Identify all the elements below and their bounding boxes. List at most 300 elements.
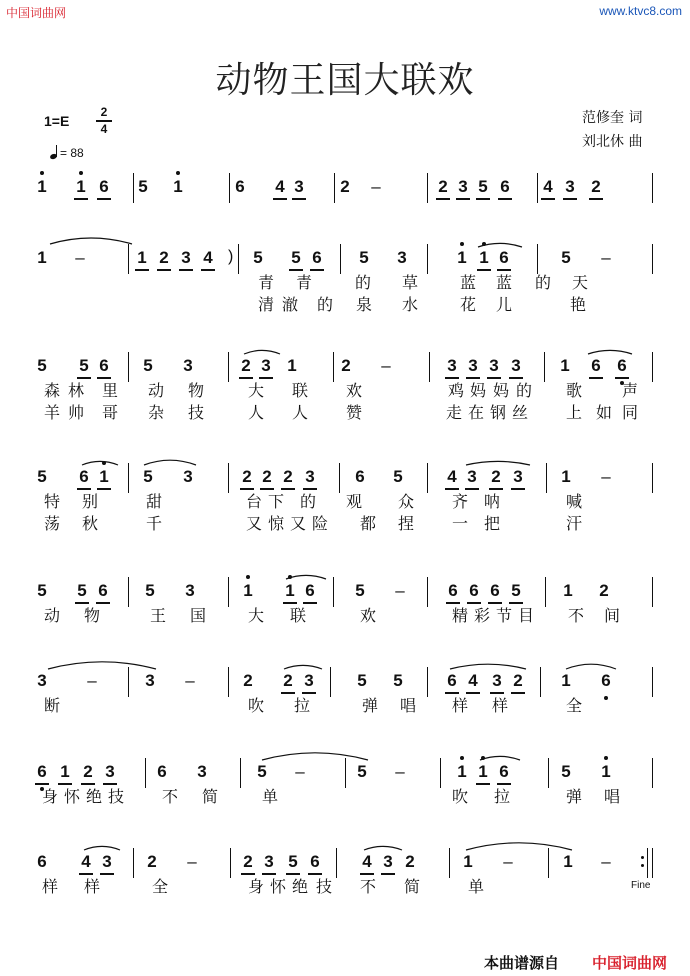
- note: 2: [280, 467, 296, 489]
- slur-arc: [80, 451, 120, 471]
- bar-line: [145, 758, 146, 788]
- lyric-char: 怀: [270, 877, 287, 896]
- lyric-char: 拉: [294, 696, 311, 715]
- lyricist-credit: 范修奎 词: [582, 110, 643, 126]
- bar-line: [427, 577, 428, 607]
- bar-line: [333, 577, 334, 607]
- note: 6: [96, 177, 112, 199]
- eighth-underline: [240, 488, 254, 490]
- lyric-char: 单: [468, 877, 485, 896]
- bar-line: [336, 848, 337, 878]
- site-logo-left: 中国词曲网: [6, 6, 67, 20]
- bar-line: [128, 352, 129, 382]
- note: 5: [37, 356, 47, 375]
- dash-extension: –: [601, 467, 611, 486]
- bar-line: [230, 848, 231, 878]
- octave-dot-above: [79, 171, 83, 175]
- eighth-underline: [497, 783, 511, 785]
- note: 4: [200, 248, 216, 270]
- eighth-underline: [488, 602, 502, 604]
- lyric-char: 妈: [493, 381, 510, 400]
- eighth-underline: [467, 602, 481, 604]
- lyric-char: 汗: [566, 514, 583, 533]
- lyric-char: 鸡: [448, 381, 465, 400]
- lyric-char: 杂: [148, 403, 165, 422]
- note: 6: [445, 581, 461, 603]
- bar-line: [537, 173, 538, 203]
- note: 6: [37, 852, 47, 871]
- dash-extension: –: [371, 177, 381, 196]
- lyric-char: 王: [150, 606, 167, 625]
- eighth-underline: [135, 269, 149, 271]
- note: 3: [380, 852, 396, 874]
- lyric-char: 拉: [494, 787, 511, 806]
- eighth-underline: [476, 783, 490, 785]
- fine-mark: Fine: [631, 880, 651, 891]
- bar-line: [330, 667, 331, 697]
- repeat-dot: [641, 856, 644, 859]
- note: 3: [562, 177, 578, 199]
- lyric-char: 样: [452, 696, 469, 715]
- eighth-underline: [74, 198, 88, 200]
- eighth-underline: [286, 873, 300, 875]
- lyric-char: 喊: [566, 492, 583, 511]
- bar-line: [652, 758, 653, 788]
- eighth-underline: [456, 198, 470, 200]
- lyric-char: 草: [402, 273, 419, 292]
- phrase-mark: ): [228, 248, 234, 265]
- slur-arc: [46, 655, 158, 675]
- lyric-char: 声: [622, 381, 639, 400]
- key-signature: 1=E: [44, 113, 70, 129]
- note: 3: [99, 852, 115, 874]
- lyric-char: 艳: [570, 295, 587, 314]
- bar-line: [429, 352, 430, 382]
- note: 1: [560, 356, 570, 375]
- note: 3: [183, 467, 193, 486]
- note: 6: [496, 762, 512, 784]
- dash-extension: –: [295, 762, 305, 781]
- note: 3: [258, 356, 274, 378]
- credits: [582, 106, 642, 154]
- lyric-char: 不: [162, 787, 179, 806]
- eighth-underline: [310, 269, 324, 271]
- lyric-char: 技: [188, 403, 205, 422]
- lyric-char: 青: [258, 273, 275, 292]
- bar-line: [652, 577, 653, 607]
- eighth-underline: [490, 692, 504, 694]
- lyric-char: 甜: [146, 492, 163, 511]
- dash-extension: –: [75, 248, 85, 267]
- note: 2: [80, 762, 96, 784]
- note: 1: [563, 581, 573, 600]
- bar-line: [540, 667, 541, 697]
- bar-line: [334, 173, 335, 203]
- note: 6: [614, 356, 630, 378]
- eighth-underline: [289, 269, 303, 271]
- bar-line: [427, 244, 428, 274]
- note: 5: [561, 762, 571, 781]
- dash-extension: –: [503, 852, 513, 871]
- note: 5: [357, 671, 367, 690]
- footer-source-text: 本曲谱源自: [484, 954, 560, 972]
- lyric-char: 不: [360, 877, 377, 896]
- note: 6: [598, 671, 614, 693]
- octave-dot-above: [40, 171, 44, 175]
- lyric-char: 动: [148, 381, 165, 400]
- lyric-char: 断: [44, 696, 61, 715]
- note: 5: [145, 581, 155, 600]
- dash-extension: –: [395, 762, 405, 781]
- note: 5: [393, 671, 403, 690]
- note: 1: [287, 356, 297, 375]
- note: 2: [243, 671, 253, 690]
- slur-path: [478, 243, 522, 247]
- lyric-char: 哥: [102, 403, 119, 422]
- dash-extension: –: [187, 852, 197, 871]
- eighth-underline: [97, 198, 111, 200]
- repeat-dot: [641, 864, 644, 867]
- eighth-underline: [262, 873, 276, 875]
- tempo-value: = 88: [60, 146, 84, 160]
- dash-extension: –: [395, 581, 405, 600]
- note: 1: [454, 762, 470, 784]
- lyric-char: 上: [566, 403, 583, 422]
- bar-line: [537, 244, 538, 274]
- lyric-char: 简: [404, 877, 421, 896]
- time-signature-top: 2: [100, 105, 108, 119]
- eighth-underline: [283, 602, 297, 604]
- note: 3: [464, 467, 480, 489]
- slur-arc: [48, 230, 134, 250]
- note: 6: [487, 581, 503, 603]
- lyric-char: 下: [268, 492, 285, 511]
- note: 2: [239, 467, 255, 489]
- eighth-underline: [79, 873, 93, 875]
- note: 2: [147, 852, 157, 871]
- note: 5: [253, 248, 263, 267]
- note: 5: [138, 177, 148, 196]
- bar-line: [333, 352, 334, 382]
- octave-dot-above: [604, 756, 608, 760]
- note: 5: [143, 356, 153, 375]
- note: 2: [280, 671, 296, 693]
- lyric-char: 绝: [292, 877, 309, 896]
- lyric-char: 水: [402, 295, 419, 314]
- time-signature: [96, 106, 112, 136]
- note: 5: [561, 248, 571, 267]
- note: 6: [307, 852, 323, 874]
- bar-line: [652, 173, 653, 203]
- slur-path: [244, 350, 280, 354]
- eighth-underline: [436, 198, 450, 200]
- note: 2: [238, 356, 254, 378]
- lyric-char: 把: [484, 514, 501, 533]
- note: 2: [340, 177, 350, 196]
- slur-arc: [242, 340, 282, 360]
- note: 6: [355, 467, 365, 486]
- eighth-underline: [179, 269, 193, 271]
- slur-path: [466, 461, 530, 465]
- note: 5: [359, 248, 369, 267]
- slur-arc: [82, 836, 122, 856]
- eighth-underline: [77, 377, 91, 379]
- lyric-char: 如: [596, 403, 613, 422]
- slur-arc: [142, 451, 198, 471]
- lyric-char: 怀: [64, 787, 81, 806]
- slur-arc: [448, 655, 528, 675]
- eighth-underline: [509, 602, 523, 604]
- bar-line: [546, 463, 547, 493]
- lyric-char: 欢: [360, 606, 377, 625]
- note: 4: [78, 852, 94, 874]
- note: 1: [170, 177, 186, 199]
- eighth-underline: [273, 198, 287, 200]
- note: 2: [259, 467, 275, 489]
- note: 3: [178, 248, 194, 270]
- lyric-char: 花: [460, 295, 477, 314]
- eighth-underline: [489, 488, 503, 490]
- lyric-char: 的: [535, 273, 552, 292]
- composer-credit: 刘北休 曲: [582, 134, 643, 150]
- slur-arc: [362, 836, 404, 856]
- lyric-char: 歌: [566, 381, 583, 400]
- lyric-char: 又: [290, 514, 307, 533]
- note: 6: [34, 762, 50, 784]
- bar-line: [440, 758, 441, 788]
- eighth-underline: [487, 377, 501, 379]
- lyric-char: 众: [398, 492, 415, 511]
- lyric-char: 的: [300, 492, 317, 511]
- lyric-char: 大: [248, 381, 265, 400]
- lyric-char: 妈: [470, 381, 487, 400]
- note: 3: [397, 248, 407, 267]
- lyric-char: 惊: [268, 514, 285, 533]
- lyric-char: 弹: [566, 787, 583, 806]
- note: 1: [563, 852, 573, 871]
- note: 6: [235, 177, 245, 196]
- note: 2: [156, 248, 172, 270]
- lyric-char: 捏: [398, 514, 415, 533]
- eighth-underline: [541, 198, 555, 200]
- note: 6: [496, 248, 512, 270]
- slur-path: [82, 461, 118, 465]
- eighth-underline: [445, 692, 459, 694]
- lyric-char: 钢: [490, 403, 507, 422]
- eighth-underline: [308, 873, 322, 875]
- lyric-char: 欢: [346, 381, 363, 400]
- note: 5: [37, 581, 47, 600]
- eighth-underline: [100, 873, 114, 875]
- note: 6: [466, 581, 482, 603]
- lyric-char: 动: [44, 606, 61, 625]
- note: 2: [341, 356, 351, 375]
- bar-line: [544, 352, 545, 382]
- note: 2: [488, 467, 504, 489]
- eighth-underline: [303, 488, 317, 490]
- octave-dot-above: [246, 575, 250, 579]
- bar-line: [449, 848, 450, 878]
- lyric-char: 样: [492, 696, 509, 715]
- site-url: www.ktvc8.com: [599, 4, 682, 18]
- slur-path: [48, 662, 156, 669]
- dash-extension: –: [185, 671, 195, 690]
- eighth-underline: [260, 488, 274, 490]
- lyric-char: 身: [248, 877, 265, 896]
- bar-line: [652, 352, 653, 382]
- note: 1: [561, 467, 571, 486]
- lyric-char: 青: [296, 273, 313, 292]
- lyric-char: 简: [202, 787, 219, 806]
- slur-path: [480, 756, 520, 760]
- note: 3: [302, 467, 318, 489]
- note: 1: [475, 762, 491, 784]
- lyric-char: 全: [152, 877, 169, 896]
- eighth-underline: [259, 377, 273, 379]
- eighth-underline: [360, 873, 374, 875]
- bar-line: [427, 667, 428, 697]
- tempo-mark: [50, 145, 84, 160]
- eighth-underline: [563, 198, 577, 200]
- note: 5: [74, 581, 90, 603]
- note: 1: [34, 177, 50, 199]
- eighth-underline: [239, 377, 253, 379]
- eighth-underline: [615, 377, 629, 379]
- lyric-char: 彩: [474, 606, 491, 625]
- lyric-char: 澈: [282, 295, 299, 314]
- eighth-underline: [476, 198, 490, 200]
- lyric-char: 赞: [346, 403, 363, 422]
- lyric-char: 蓝: [460, 273, 477, 292]
- eighth-underline: [281, 488, 295, 490]
- lyric-char: 吹: [248, 696, 265, 715]
- eighth-underline: [302, 692, 316, 694]
- note: 3: [465, 356, 481, 378]
- eighth-underline: [446, 602, 460, 604]
- bar-line: [652, 463, 653, 493]
- note: 3: [455, 177, 471, 199]
- lyric-char: 目: [518, 606, 535, 625]
- octave-dot-above: [460, 242, 464, 246]
- note: 2: [405, 852, 415, 871]
- note: 3: [37, 671, 47, 690]
- note: 1: [96, 467, 112, 489]
- lyric-char: 秋: [82, 514, 99, 533]
- note: 2: [435, 177, 451, 199]
- eighth-underline: [77, 488, 91, 490]
- lyric-char: 帅: [68, 403, 85, 422]
- note: 5: [257, 762, 267, 781]
- lyric-char: 呐: [484, 492, 501, 511]
- eighth-underline: [589, 377, 603, 379]
- note: 1: [454, 248, 470, 270]
- note: 5: [355, 581, 365, 600]
- note: 4: [465, 671, 481, 693]
- slur-path: [84, 846, 120, 850]
- eighth-underline: [96, 602, 110, 604]
- lyric-char: 泉: [356, 295, 373, 314]
- note: 5: [357, 762, 367, 781]
- slur-path: [450, 664, 526, 669]
- lyric-char: 荡: [44, 514, 61, 533]
- slur-path: [466, 843, 572, 850]
- bar-line: [652, 848, 653, 878]
- lyric-char: 身: [42, 787, 59, 806]
- note: 6: [96, 356, 112, 378]
- lyric-char: 人: [292, 403, 309, 422]
- note: 5: [37, 467, 47, 486]
- bar-line: [427, 463, 428, 493]
- note: 6: [309, 248, 325, 270]
- bar-line: [229, 173, 230, 203]
- lyric-char: 在: [468, 403, 485, 422]
- note: 1: [37, 248, 47, 267]
- eighth-underline: [511, 692, 525, 694]
- note: 3: [291, 177, 307, 199]
- lyric-char: 全: [566, 696, 583, 715]
- lyric-char: 齐: [452, 492, 469, 511]
- lyric-char: 联: [292, 381, 309, 400]
- note: 1: [561, 671, 571, 690]
- slur-path: [364, 846, 402, 850]
- bar-line: [548, 758, 549, 788]
- note: 4: [272, 177, 288, 199]
- note: 4: [540, 177, 556, 199]
- slur-path: [284, 665, 322, 669]
- slur-path: [588, 350, 632, 354]
- lyric-char: 羊: [44, 403, 61, 422]
- bar-line: [238, 244, 239, 274]
- dash-extension: –: [381, 356, 391, 375]
- eighth-underline: [97, 488, 111, 490]
- eighth-underline: [498, 198, 512, 200]
- bar-line: [427, 173, 428, 203]
- bar-line: [228, 463, 229, 493]
- song-title: 动物王国大联欢: [215, 60, 475, 101]
- slur-path: [566, 664, 616, 669]
- lyric-char: 台: [246, 492, 263, 511]
- note: 5: [393, 467, 403, 486]
- bar-line: [652, 244, 653, 274]
- lyric-char: 特: [44, 492, 61, 511]
- note: 6: [497, 177, 513, 199]
- eighth-underline: [81, 783, 95, 785]
- octave-dot-above: [176, 171, 180, 175]
- note: 5: [475, 177, 491, 199]
- note: 1: [476, 248, 492, 270]
- note: 5: [143, 467, 153, 486]
- slur-arc: [284, 565, 328, 585]
- bar-line: [240, 758, 241, 788]
- eighth-underline: [445, 488, 459, 490]
- note: 3: [444, 356, 460, 378]
- note: 2: [510, 671, 526, 693]
- octave-dot-above: [460, 756, 464, 760]
- lyric-char: 国: [190, 606, 207, 625]
- note: 5: [285, 852, 301, 874]
- lyric-char: 观: [346, 492, 363, 511]
- eighth-underline: [445, 377, 459, 379]
- eighth-underline: [58, 783, 72, 785]
- slur-arc: [464, 836, 574, 856]
- lyric-char: 物: [188, 381, 205, 400]
- lyric-char: 不: [568, 606, 585, 625]
- slur-arc: [464, 451, 532, 471]
- eighth-underline: [466, 377, 480, 379]
- lyric-char: 天: [572, 273, 589, 292]
- final-bar-line: [647, 848, 648, 878]
- lyric-char: 单: [262, 787, 279, 806]
